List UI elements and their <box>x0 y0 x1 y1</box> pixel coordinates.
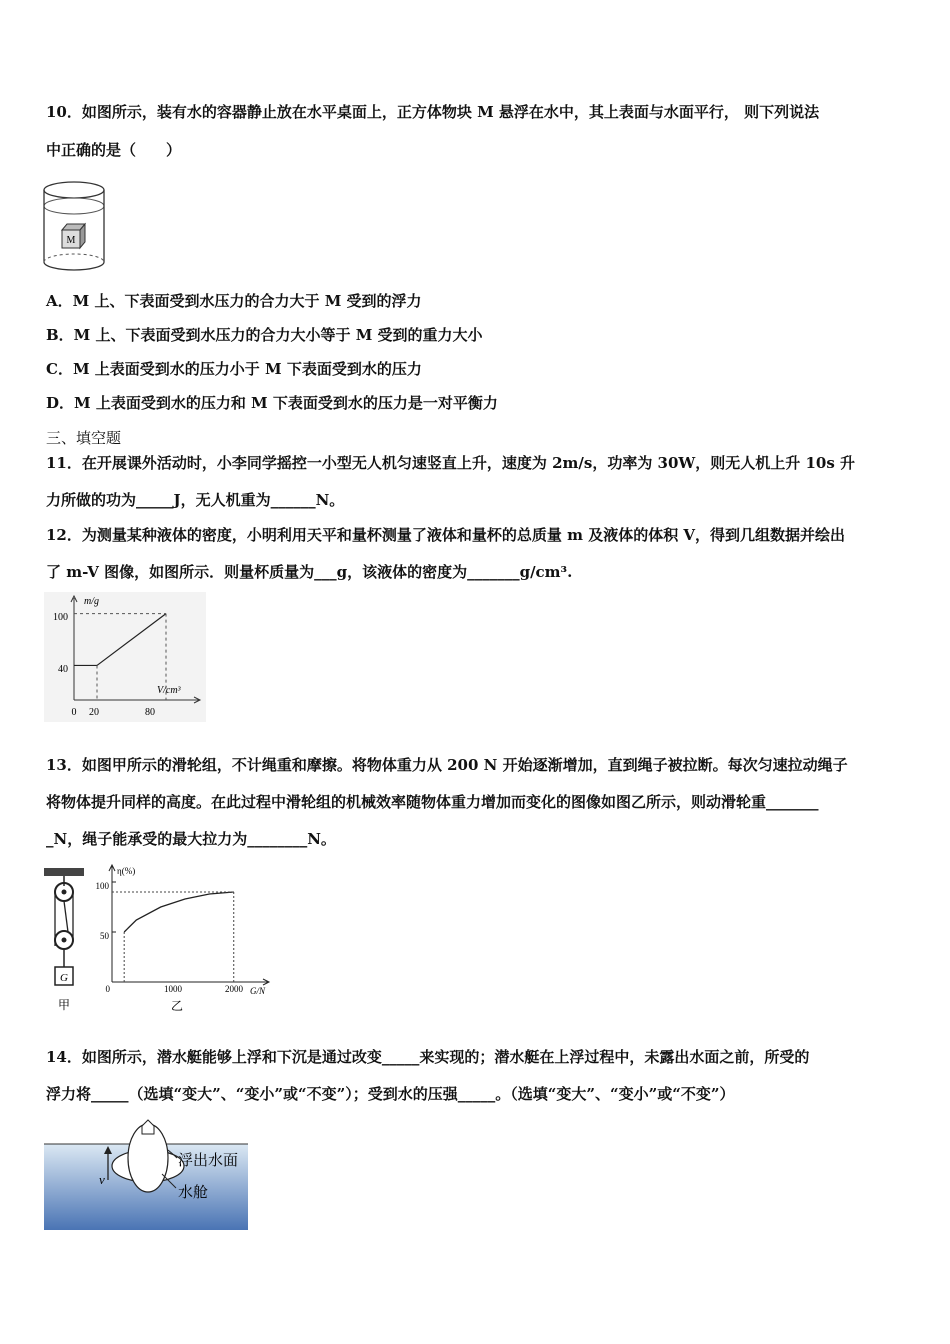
q10-option-a: A．M 上、下表面受到水压力的合力大于 M 受到的浮力 <box>46 292 422 310</box>
efficiency-chart <box>90 860 275 1018</box>
eff-xtick-0: 0 <box>105 984 110 994</box>
eff-xtick-1000: 1000 <box>164 984 182 994</box>
q10-option-d: D．M 上表面受到水的压力和 M 下表面受到水的压力是一对平衡力 <box>46 394 498 412</box>
q11-line2: 力所做的功为_____J，无人机重为______N。 <box>46 491 345 509</box>
q13-line3: _N，绳子能承受的最大拉力为________N。 <box>46 830 336 848</box>
submarine-figure <box>44 1118 250 1230</box>
mv-origin: 0 <box>71 707 77 718</box>
tank-label: 水舱 <box>178 1185 209 1201</box>
q10-option-c: C．M 上表面受到水的压力小于 M 下表面受到水的压力 <box>46 360 422 378</box>
block-g-label: G <box>60 972 68 984</box>
eff-series-line <box>124 892 234 932</box>
pulley-figure <box>42 866 92 1016</box>
pulley-caption: 甲 <box>57 998 71 1012</box>
mv-ylabel: m/g <box>84 596 99 607</box>
block-m-label: M <box>66 235 76 246</box>
mv-xtick-20: 20 <box>89 707 99 718</box>
eff-ylabel: η(%) <box>117 866 136 876</box>
q14-line1: 14．如图所示，潜水艇能够上浮和下沉是通过改变_____来实现的；潜水艇在上浮过程中，未露出水面之前，所受的 <box>46 1048 810 1066</box>
velocity-label: v <box>99 1172 105 1187</box>
mv-chart <box>44 592 206 722</box>
q10-option-b: B．M 上、下表面受到水压力的合力大小等于 M 受到的重力大小 <box>46 326 483 344</box>
q14-line2: 浮力将_____（选填“变大”、“变小”或“不变”）；受到水的压强_____。（选填“变大”、“变小”或“不变”） <box>46 1085 735 1103</box>
mv-xtick-80: 80 <box>145 707 155 718</box>
q10-stem-line2: 中正确的是（ ） <box>46 141 182 159</box>
float-label: 浮出水面 <box>178 1153 239 1169</box>
q13-line1: 13．如图甲所示的滑轮组，不计绳重和摩擦。将物体重力从 200 N 开始逐渐增加，直到绳子被拉断。每次匀速拉动绳子 <box>46 756 848 774</box>
mv-xlabel: V/cm³ <box>157 685 181 696</box>
section-heading: 三、填空题 <box>46 429 122 447</box>
eff-xlabel: G/N <box>250 986 266 996</box>
mv-series-line <box>97 614 166 666</box>
eff-ytick-50: 50 <box>100 931 109 941</box>
q13-line2: 将物体提升同样的高度。在此过程中滑轮组的机械效率随物体重力增加而变化的图像如图乙所示，则动滑轮重_______ <box>46 793 819 811</box>
q12-line1: 12．为测量某种液体的密度，小明利用天平和量杯测量了液体和量杯的总质量 m 及液体的体积 V，得到几组数据并绘出 <box>46 526 846 544</box>
eff-xtick-2000: 2000 <box>225 984 243 994</box>
mv-ytick-100: 100 <box>53 612 68 623</box>
eff-caption: 乙 <box>170 999 184 1013</box>
q12-line2: 了 m-V 图像，如图所示．则量杯质量为___g，该液体的密度为_______g/cm³. <box>46 563 573 581</box>
container-figure <box>40 178 112 276</box>
eff-ytick-100: 100 <box>95 881 109 891</box>
mv-ytick-40: 40 <box>58 664 68 675</box>
q11-line1: 11．在开展课外活动时，小李同学摇控一小型无人机匀速竖直上升，速度为 2m/s，功率为 30W，则无人机上升 10s 升 <box>46 454 856 472</box>
q10-stem-line1: 10．如图所示，装有水的容器静止放在水平桌面上，正方体物块 M 悬浮在水中，其上表面与水面平行， 则下列说法 <box>46 103 820 121</box>
